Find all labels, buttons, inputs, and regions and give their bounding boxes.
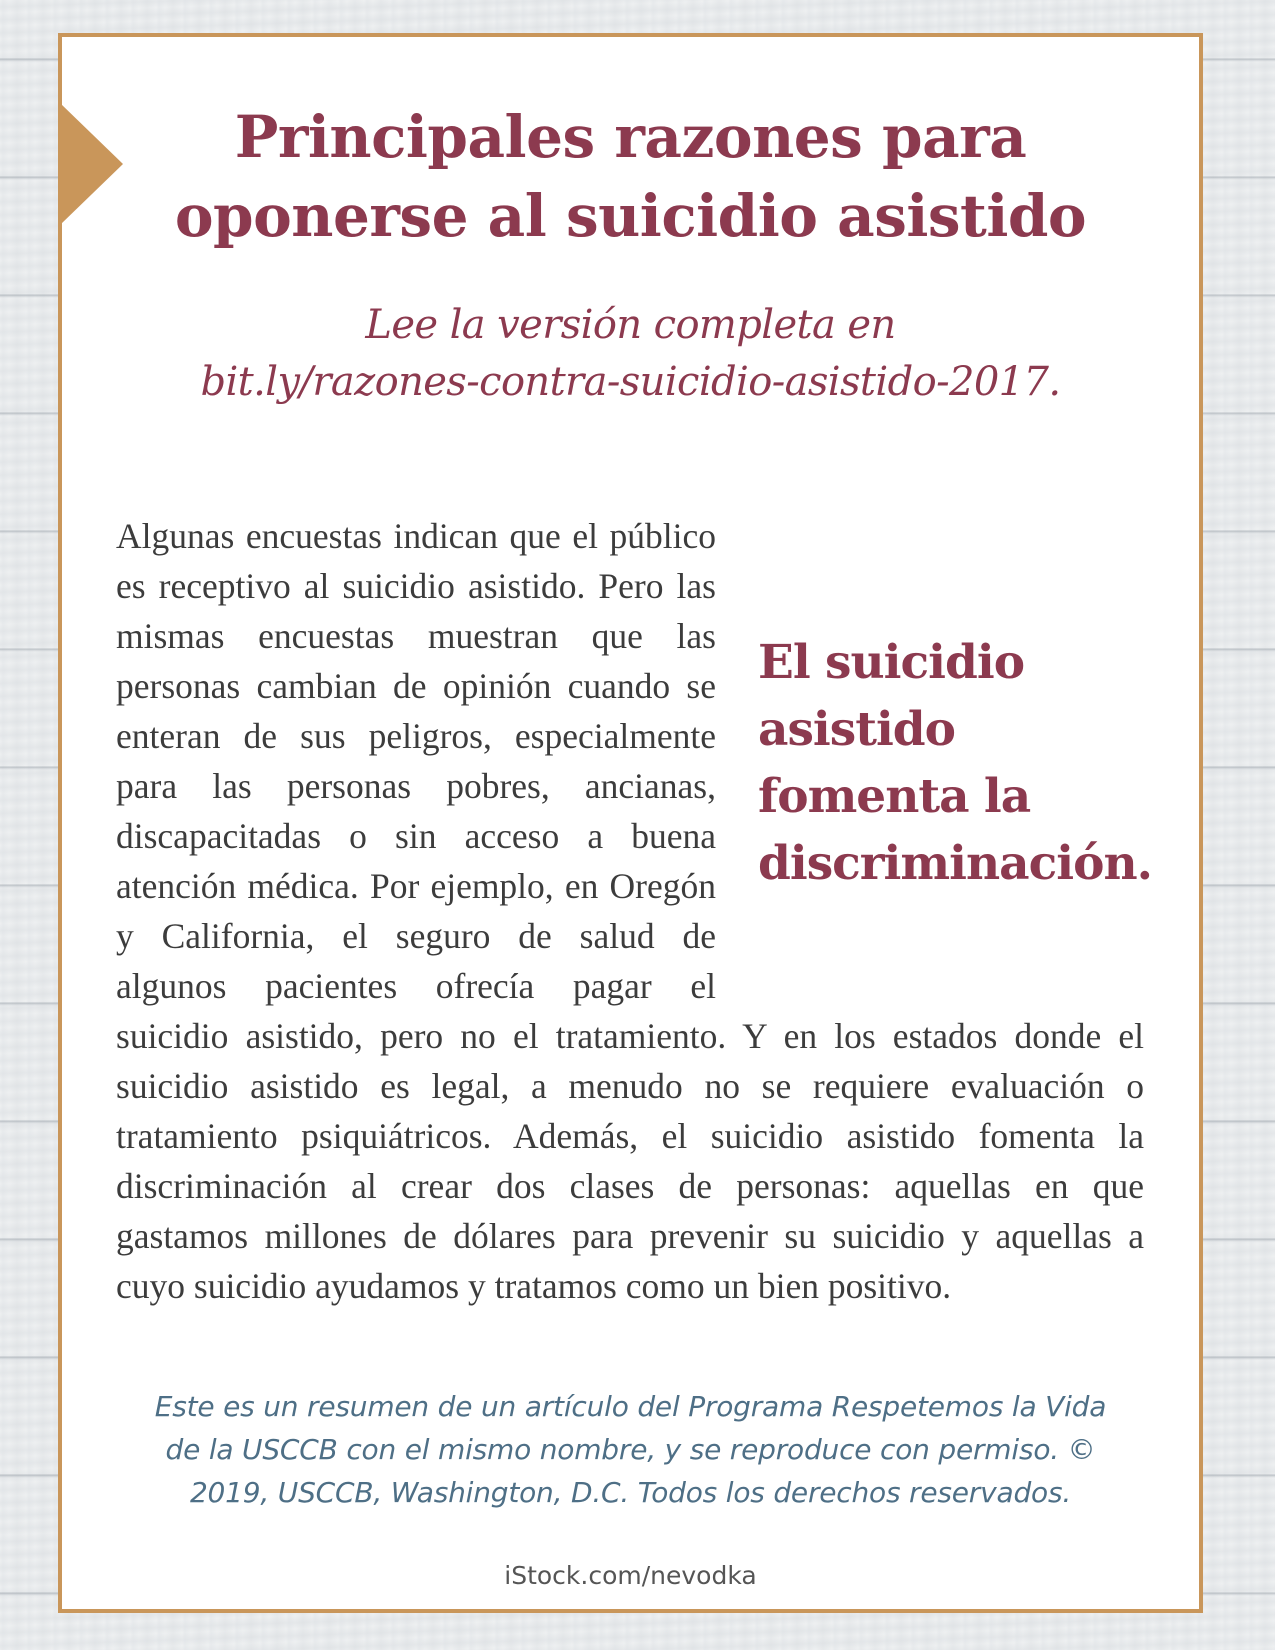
- title-line-2: oponerse al suicidio asistido: [174, 182, 1087, 250]
- subtitle-link[interactable]: bit.ly/razones-contra-suicidio-asistido-2017.: [200, 359, 1061, 405]
- footer-line-3: 2019, USCCB, Washington, D.C. Todos los derechos reservados.: [189, 1476, 1072, 1509]
- pull-quote-line-3: fomenta la: [758, 769, 1031, 824]
- image-credit: iStock.com/nevodka: [504, 1561, 757, 1590]
- body-paragraph: [116, 511, 1152, 1311]
- pull-quote-line-4: discriminación.: [758, 836, 1152, 891]
- subtitle-line-1: Lee la versión completa en: [365, 302, 896, 348]
- page-title: [58, 98, 1203, 256]
- pull-quote-line-1: El suicidio: [758, 635, 1025, 690]
- title-line-1: Principales razones para: [234, 103, 1027, 171]
- footer-line-2: de la USCCB con el mismo nombre, y se reproduce con permiso. ©: [165, 1433, 1096, 1466]
- pull-quote: [758, 629, 1152, 979]
- footer-note: [58, 1385, 1203, 1514]
- body-text: Algunas encuestas indican que el público es receptivo al suicidio asistido. Pero las mismas encuestas muestran que las personas cambian de opinión cuando se enteran de sus peligros, especialmente para las personas pobres, ancianas, discapacitadas o sin acceso a buena atención médica. Por ejemplo, en Oregón y California, el seguro de salud de algunos pacientes ofrecía pagar el suicidio asistido, pero no el tratamiento. Y en los estados donde el suicidio asistido es legal, a menudo no se requiere evaluación o tratamiento psiquiátricos. Además, el suicidio asistido fomenta la discriminación al crear dos clases de personas: aquellas en que gastamos millones de dólares para prevenir su suicidio y aquellas a cuyo suicidio ayudamos y tratamos como un bien positivo.: [116, 516, 1144, 1306]
- subtitle: [58, 297, 1203, 411]
- footer-line-1: Este es un resumen de un artículo del Programa Respetemos la Vida: [154, 1390, 1107, 1423]
- pull-quote-line-2: asistido: [758, 702, 956, 757]
